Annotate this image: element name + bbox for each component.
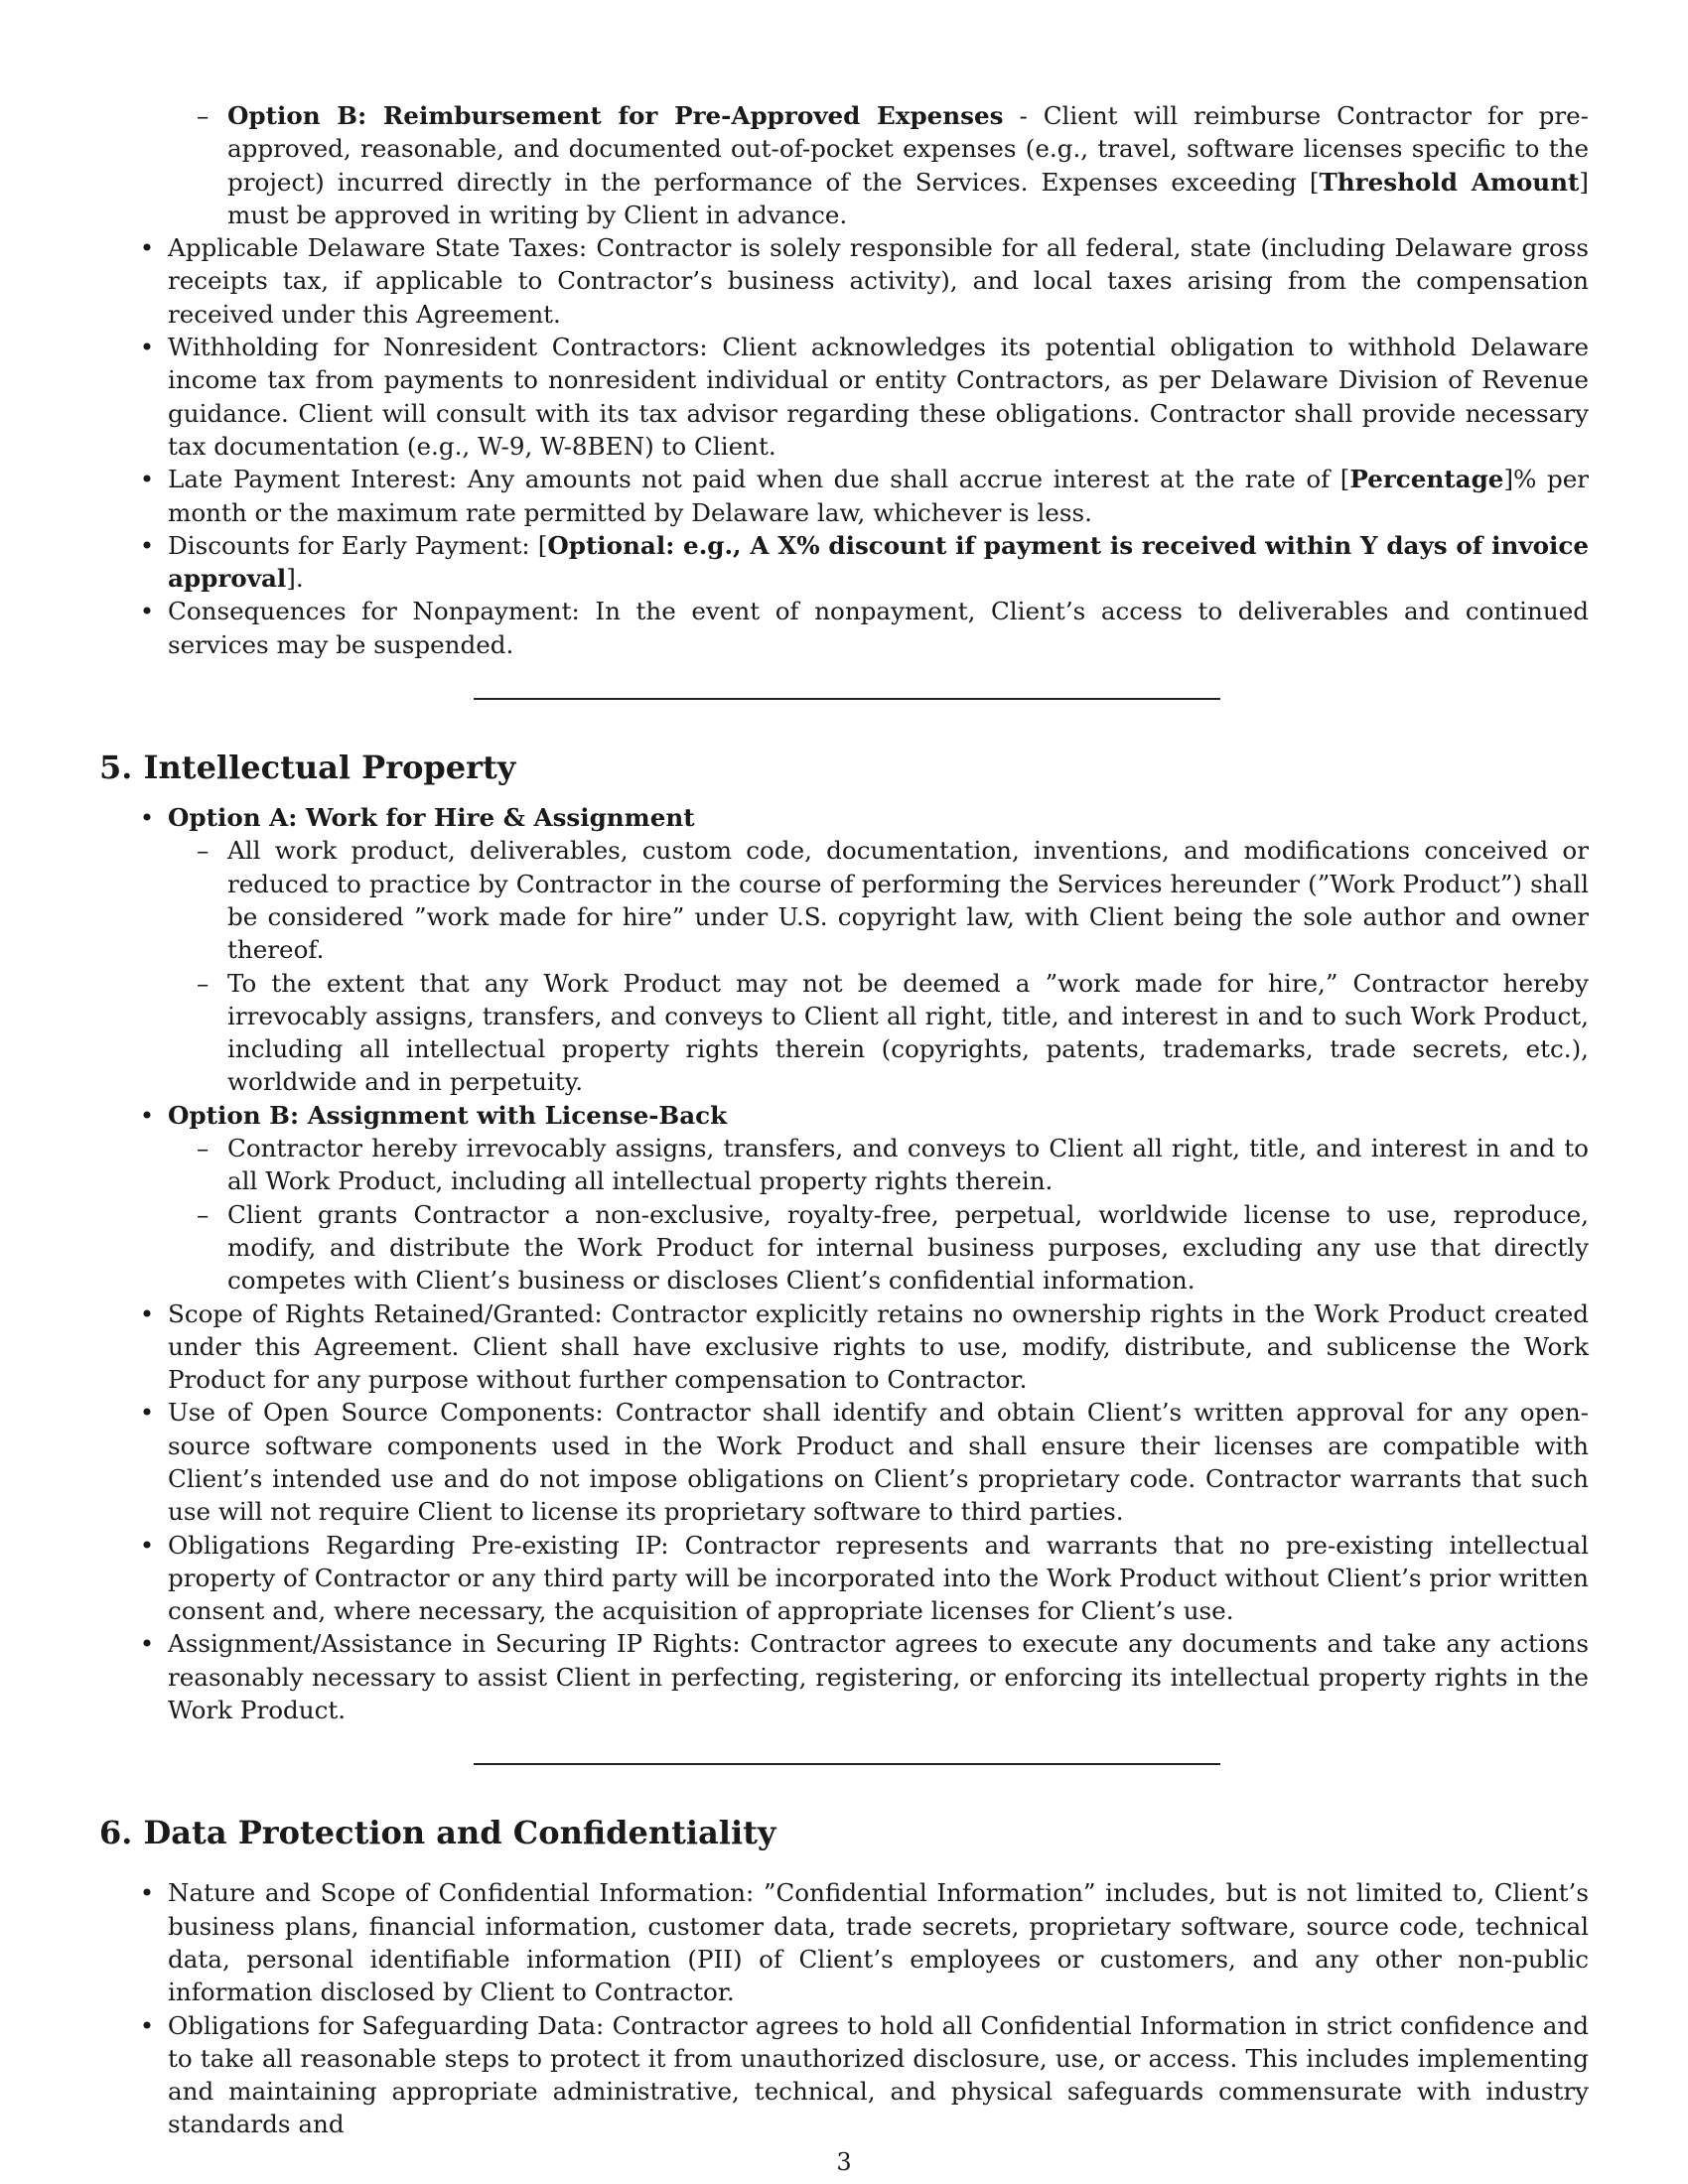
list-item: • Nature and Scope of Confidential Information: ”Confidential Information” includes, but is not limited to, Client’s business plans, financial information, customer data, trade secrets, proprietary software, source code, technical data, personal identifiable information (PII) of Client’s employees or customers, and any other non-public information disclosed by Client to Contractor. <box>99 1876 1589 2008</box>
placeholder-field: Percentage <box>1349 465 1504 494</box>
list-item: – To the extent that any Work Product may not be deemed a ”work made for hire,” Contractor hereby irrevocably assigns, transfers, and conveys to Client all right, title, and interest in and to such Work Product, including all intellectual property rights therein (copyrights, patents, trademarks, trade secrets, etc.), worldwide and in perpetuity. <box>197 968 1589 1097</box>
dash-marker: – <box>197 1134 210 1163</box>
page-number: 3 <box>836 2148 852 2176</box>
list-item: • Late Payment Interest: Any amounts not paid when due shall accrue interest at the rate of [Percentage]% per month or the maximum rate permitted by Delaware law, whichever is less. <box>99 463 1589 529</box>
placeholder-field: Threshold Amount <box>1319 167 1580 197</box>
list-item <box>99 1099 1589 1132</box>
list-item: – All work product, deliverables, custom code, documentation, inventions, and modifications conceived or reduced to practice by Contractor in the course of performing the Services hereunder (”Work Product”) shall be considered ”work made for hire” under U.S. copyright law, with Client being the sole author and owner thereof. <box>197 836 1589 965</box>
list-item: – Client grants Contractor a non-exclusive, royalty-free, perpetual, worldwide license to use, reproduce, modify, and distribute the Work Product for internal business purposes, excluding any use that directly competes with Client’s business or discloses Client’s confidential information. <box>197 1199 1589 1296</box>
option-label: Option B: Assignment with License-Back <box>168 1100 728 1130</box>
bullet-marker: • <box>139 597 155 626</box>
bullet-marker: • <box>139 1298 155 1328</box>
intellectual-property-list <box>99 801 1589 1726</box>
page-content <box>99 99 1589 2141</box>
bullet-marker: • <box>139 233 155 263</box>
list-item: • Discounts for Early Payment: [Optional: e.g., A X% discount if payment is received within Y days of invoice approval]. <box>99 529 1589 596</box>
list-item: • Obligations Regarding Pre-existing IP: Contractor represents and warrants that no pre-existing intellectual property of Contractor or any third party will be incorporated into the Work Product without Client’s prior written consent and, where necessary, the acquisition of appropriate licenses for Client’s use. <box>99 1529 1589 1628</box>
payment-terms-list <box>99 99 1589 661</box>
bullet-marker: • <box>139 1398 155 1428</box>
section-heading: 6. Data Protection and Confidentiality <box>99 1814 776 1852</box>
dash-marker: – <box>197 1199 210 1229</box>
list-item <box>99 801 1589 834</box>
list-item: – Option B: Reimbursement for Pre-Approved Expenses - Client will reimburse Contractor for pre-approved, reasonable, and documented out-of-pocket expenses (e.g., travel, software licenses specific to the project) incurred directly in the performance of the Services. Expenses exceeding [Threshold Amount] must be approved in writing by Client in advance. <box>197 101 1589 229</box>
list-item: • Use of Open Source Components: Contractor shall identify and obtain Client’s written approval for any open-source software components used in the Work Product and shall ensure their licenses are compatible with Client’s intended use and do not impose obligations on Client’s proprietary code. Contractor warrants that such use will not require Client to license its proprietary software to third parties. <box>99 1396 1589 1528</box>
section-heading: 5. Intellectual Property <box>99 749 516 787</box>
option-label: Option B: Reimbursement for Pre-Approved Expenses <box>227 101 1004 130</box>
dash-marker: – <box>197 101 210 130</box>
list-item: • Obligations for Safeguarding Data: Contractor agrees to hold all Confidential Information in strict confidence and to take all reasonable steps to protect it from unauthorized disclosure, use, or access. This includes implementing and maintaining appropriate administrative, technical, and physical safeguards commensurate with industry standards and <box>99 2009 1589 2141</box>
list-item: • Assignment/Assistance in Securing IP Rights: Contractor agrees to execute any documents and take any actions reasonably necessary to assist Client in perfecting, registering, or enforcing its intellectual property rights in the Work Product. <box>99 1627 1589 1726</box>
dash-marker: – <box>197 968 210 998</box>
list-item: – Contractor hereby irrevocably assigns, transfers, and conveys to Client all right, title, and interest in and to all Work Product, including all intellectual property rights therein. <box>197 1134 1589 1196</box>
bullet-marker: • <box>139 1530 155 1560</box>
bullet-marker: • <box>139 2010 155 2040</box>
bullet-marker: • <box>139 530 155 560</box>
bullet-marker: • <box>139 333 155 362</box>
list-item: • Consequences for Nonpayment: In the event of nonpayment, Client’s access to deliverables and continued services may be suspended. <box>99 595 1589 661</box>
bullet-marker: • <box>139 1878 155 1908</box>
confidentiality-list <box>99 1876 1589 2140</box>
list-item: • Scope of Rights Retained/Granted: Contractor explicitly retains no ownership rights in the Work Product created under this Agreement. Client shall have exclusive rights to use, modify, distribute, and sublicense the Work Product for any purpose without further compensation to Contractor. <box>99 1297 1589 1397</box>
section-divider <box>474 698 1220 700</box>
placeholder-field: Optional: e.g., A X% discount if payment is received within Y days of invoice approval <box>168 530 1589 594</box>
section-divider <box>474 1763 1220 1765</box>
bullet-marker: • <box>139 465 155 494</box>
dash-marker: – <box>197 836 210 866</box>
list-item: • Applicable Delaware State Taxes: Contractor is solely responsible for all federal, state (including Delaware gross receipts tax, if applicable to Contractor’s business activity), and local taxes arising from the compensation received under this Agreement. <box>99 231 1589 331</box>
bullet-marker: • <box>139 1629 155 1659</box>
bullet-marker: • <box>139 803 155 833</box>
option-label: Option A: Work for Hire & Assignment <box>168 803 695 833</box>
bullet-marker: • <box>139 1100 155 1130</box>
list-item: • Withholding for Nonresident Contractors: Client acknowledges its potential obligation to withhold Delaware income tax from payments to nonresident individual or entity Contractors, as per Delaware Division of Revenue guidance. Client will consult with its tax advisor regarding these obligations. Contractor shall provide necessary tax documentation (e.g., W-9, W-8BEN) to Client. <box>99 331 1589 463</box>
